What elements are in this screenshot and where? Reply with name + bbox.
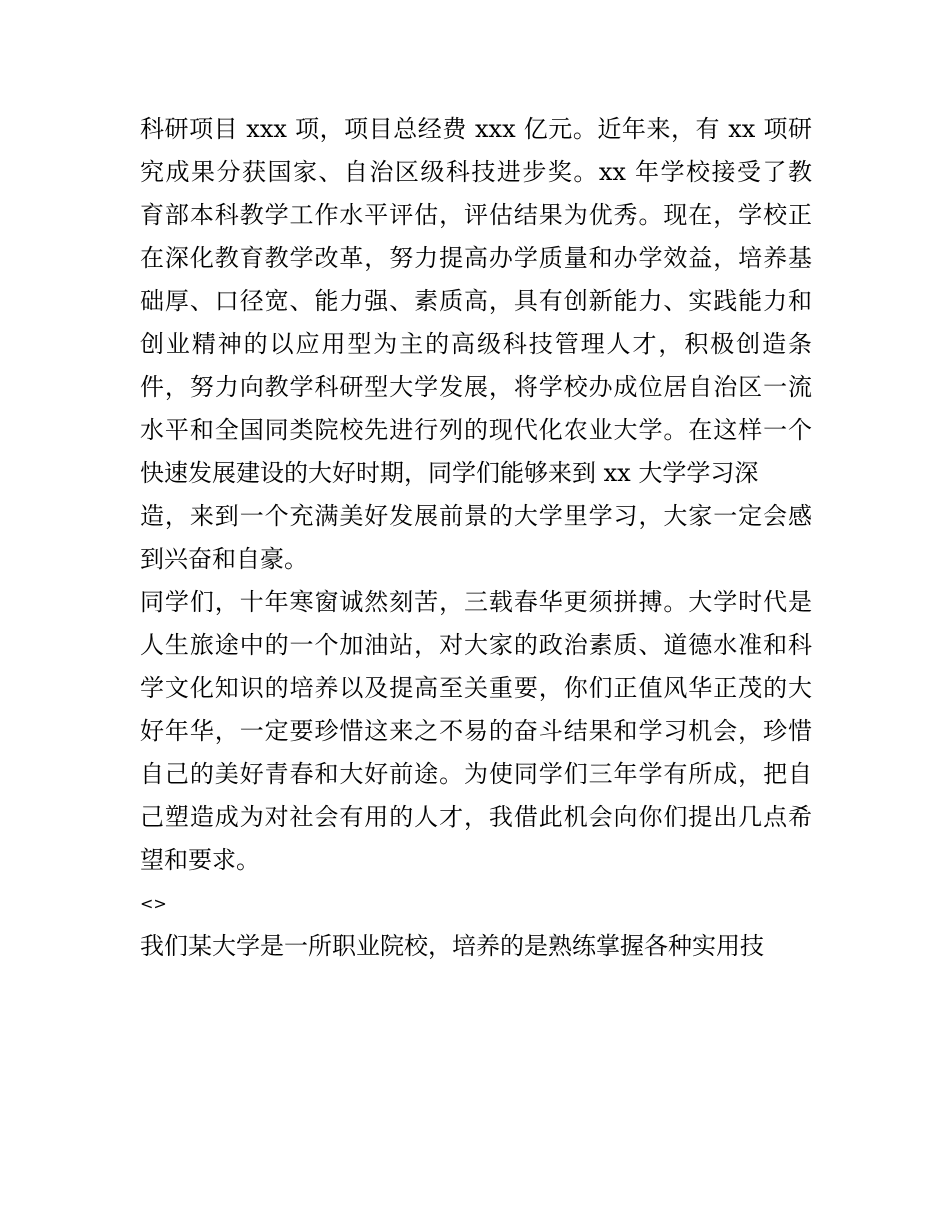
text-line: 人生旅途中的一个加油站，对大家的政治素质、道德水准和科	[140, 631, 812, 659]
document-body	[140, 108, 812, 968]
text-line: 快速发展建设的大好时期，同学们能够来到 xx 大学学习深	[140, 459, 759, 487]
text-line: 己塑造成为对社会有用的人才，我借此机会向你们提出几点希	[140, 803, 812, 831]
text-line: 究成果分获国家、自治区级科技进步奖。xx 年学校接受了教	[140, 158, 812, 186]
text-line: 到兴奋和自豪。	[140, 545, 308, 573]
text-line: 造，来到一个充满美好发展前景的大学里学习，大家一定会感	[140, 502, 812, 530]
text-line: 在深化教育教学改革，努力提高办学质量和办学效益，培养基	[140, 244, 812, 272]
text-line: 好年华，一定要珍惜这来之不易的奋斗结果和学习机会，珍惜	[140, 717, 812, 745]
text-line: 础厚、口径宽、能力强、素质高，具有创新能力、实践能力和	[140, 287, 812, 315]
text-line: 育部本科教学工作水平评估，评估结果为优秀。现在，学校正	[140, 201, 812, 229]
text-line: 自己的美好青春和大好前途。为使同学们三年学有所成，把自	[140, 760, 812, 788]
paragraph-3	[140, 925, 812, 968]
text-line: 创业精神的以应用型为主的高级科技管理人才，积极创造条	[140, 330, 812, 358]
paragraph-1	[140, 108, 812, 581]
paragraph-2	[140, 581, 812, 882]
text-line: 学文化知识的培养以及提高至关重要，你们正值风华正茂的大	[140, 674, 812, 702]
text-line: 件，努力向教学科研型大学发展，将学校办成位居自治区一流	[140, 373, 812, 401]
text-line: 我们某大学是一所职业院校，培养的是熟练掌握各种实用技	[140, 932, 764, 960]
text-line: 水平和全国同类院校先进行列的现代化农业大学。在这样一个	[140, 416, 812, 444]
section-marker: <>	[140, 894, 167, 913]
text-line: 科研项目 xxx 项，项目总经费 xxx 亿元。近年来，有 xx 项研	[140, 115, 812, 143]
text-line: 望和要求。	[140, 846, 260, 874]
text-line: 同学们，十年寒窗诚然刻苦，三载春华更须拼搏。大学时代是	[140, 588, 812, 616]
